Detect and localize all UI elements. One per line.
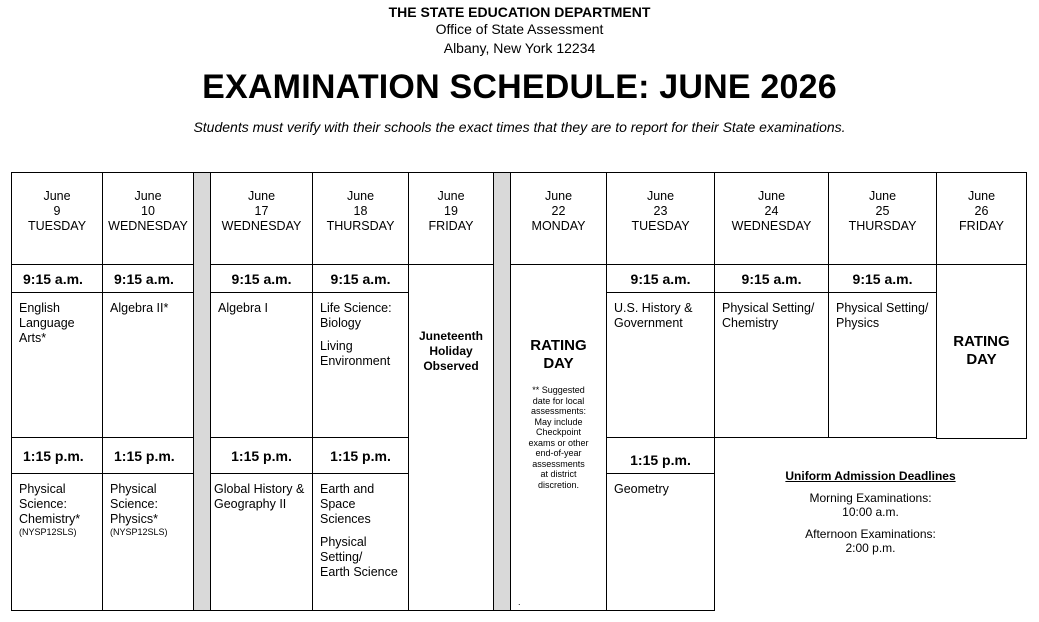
day-date: 17 bbox=[254, 204, 269, 218]
office-name: Office of State Assessment bbox=[435, 21, 604, 37]
morning-time-label: 9:15 a.m. bbox=[606, 264, 715, 293]
separator-column bbox=[493, 172, 511, 611]
stray-dot: . bbox=[518, 597, 521, 607]
exam-name: Earth and Space Sciences bbox=[320, 482, 375, 526]
morning-time-label: 9:15 a.m. bbox=[714, 264, 829, 293]
juneteenth-holiday-cell bbox=[408, 264, 494, 611]
day-weekday: THURSDAY bbox=[848, 219, 917, 233]
afternoon-exam-june-18 bbox=[312, 473, 409, 611]
day-date: 23 bbox=[653, 204, 668, 218]
verification-note: Students must verify with their schools the exact times that they are to report for their State examinations. bbox=[193, 119, 846, 135]
day-date: 19 bbox=[444, 204, 458, 218]
day-date: 9 bbox=[53, 204, 61, 218]
afternoon-exam-time: 2:00 p.m. bbox=[845, 541, 896, 555]
rating-day-cell-june-26 bbox=[936, 264, 1027, 439]
day-header-june-9 bbox=[11, 172, 103, 265]
day-weekday: WEDNESDAY bbox=[108, 219, 188, 233]
day-month: June bbox=[544, 189, 573, 203]
afternoon-exam-label: Afternoon Examinations: bbox=[805, 527, 936, 541]
exam-name: Algebra II* bbox=[110, 301, 169, 315]
local-assessment-note: ** Suggested date for local assessments: May include Checkpoint exams or other end-of-year assessments at district discretion. bbox=[528, 385, 589, 490]
morning-exam-june-17 bbox=[210, 292, 313, 438]
exam-name: Physical Science: Physics* bbox=[110, 482, 158, 526]
day-month: June bbox=[437, 189, 465, 203]
page-title: EXAMINATION SCHEDULE: JUNE 2026 bbox=[202, 68, 837, 106]
day-weekday: TUESDAY bbox=[27, 219, 87, 233]
day-weekday: THURSDAY bbox=[326, 219, 395, 233]
day-month: June bbox=[868, 189, 897, 203]
day-header-june-18 bbox=[312, 172, 409, 265]
afternoon-exam-june-17 bbox=[210, 473, 313, 611]
day-date: 18 bbox=[353, 204, 368, 218]
morning-time-label: 9:15 a.m. bbox=[312, 264, 409, 293]
day-weekday: FRIDAY bbox=[428, 219, 474, 233]
exam-name: Life Science: Biology bbox=[320, 301, 392, 330]
exam-name: Geometry bbox=[614, 482, 669, 496]
separator-column bbox=[193, 172, 211, 611]
morning-exam-june-23 bbox=[606, 292, 715, 438]
day-header-june-19 bbox=[408, 172, 494, 265]
day-header-june-10 bbox=[102, 172, 194, 265]
morning-time-label: 9:15 a.m. bbox=[828, 264, 937, 293]
morning-exam-time: 10:00 a.m. bbox=[842, 505, 899, 519]
exam-name: Physical Setting/ Chemistry bbox=[722, 301, 815, 330]
morning-time-label: 9:15 a.m. bbox=[102, 264, 194, 293]
department-name: THE STATE EDUCATION DEPARTMENT bbox=[388, 4, 651, 20]
day-header-june-23 bbox=[606, 172, 715, 265]
day-weekday: WEDNESDAY bbox=[221, 219, 302, 233]
morning-time-label: 9:15 a.m. bbox=[11, 264, 103, 293]
afternoon-time-label: 1:15 p.m. bbox=[210, 437, 313, 474]
rating-day-label: RATING DAY bbox=[530, 337, 587, 372]
exam-name: Global History & Geography II bbox=[214, 482, 305, 511]
day-header-june-17 bbox=[210, 172, 313, 265]
day-month: June bbox=[346, 189, 375, 203]
afternoon-time-label: 1:15 p.m. bbox=[11, 437, 103, 474]
morning-exam-june-10 bbox=[102, 292, 194, 438]
holiday-label: Juneteenth Holiday Observed bbox=[418, 329, 483, 373]
morning-exam-june-9 bbox=[11, 292, 103, 438]
exam-code: (NYSP12SLS) bbox=[110, 527, 168, 537]
day-date: 24 bbox=[764, 204, 779, 218]
day-weekday: MONDAY bbox=[531, 219, 586, 233]
exam-name: Algebra I bbox=[218, 301, 269, 315]
day-month: June bbox=[43, 189, 71, 203]
uad-title: Uniform Admission Deadlines bbox=[785, 469, 956, 483]
day-month: June bbox=[134, 189, 162, 203]
afternoon-time-label: 1:15 p.m. bbox=[102, 437, 194, 474]
day-date: 25 bbox=[875, 204, 890, 218]
exam-name: U.S. History & Government bbox=[614, 301, 693, 330]
day-date: 10 bbox=[141, 204, 155, 218]
day-month: June bbox=[247, 189, 276, 203]
day-month: June bbox=[967, 189, 996, 203]
day-date: 26 bbox=[974, 204, 989, 218]
exam-name: Physical Science: Chemistry* bbox=[19, 482, 81, 526]
morning-exam-label: Morning Examinations: bbox=[809, 491, 932, 505]
day-header-june-25 bbox=[828, 172, 937, 265]
exam-name: Living Environment bbox=[320, 339, 391, 368]
day-weekday: WEDNESDAY bbox=[731, 219, 812, 233]
exam-name: English Language Arts* bbox=[19, 301, 75, 345]
afternoon-exam-june-10 bbox=[102, 473, 194, 611]
rating-day-cell-june-22 bbox=[510, 264, 607, 611]
office-address: Albany, New York 12234 bbox=[443, 40, 596, 56]
day-month: June bbox=[757, 189, 786, 203]
day-weekday: TUESDAY bbox=[631, 219, 690, 233]
exam-name: Physical Setting/ Earth Science bbox=[320, 535, 398, 579]
day-month: June bbox=[646, 189, 675, 203]
day-weekday: FRIDAY bbox=[959, 219, 1004, 233]
afternoon-exam-june-23 bbox=[606, 473, 715, 611]
morning-exam-june-24 bbox=[714, 292, 829, 438]
day-header-june-22 bbox=[510, 172, 607, 265]
exam-name: Physical Setting/ Physics bbox=[836, 301, 929, 330]
rating-day-label: RATING DAY bbox=[953, 333, 1010, 368]
exam-code: (NYSP12SLS) bbox=[19, 527, 77, 537]
day-header-june-24 bbox=[714, 172, 829, 265]
day-date: 22 bbox=[551, 204, 566, 218]
uniform-admission-deadlines bbox=[716, 469, 1025, 555]
day-header-june-26 bbox=[936, 172, 1027, 265]
afternoon-exam-june-9 bbox=[11, 473, 103, 611]
morning-exam-june-25 bbox=[828, 292, 937, 438]
morning-exam-june-18 bbox=[312, 292, 409, 438]
morning-time-label: 9:15 a.m. bbox=[210, 264, 313, 293]
afternoon-time-label: 1:15 p.m. bbox=[312, 437, 409, 474]
afternoon-time-label: 1:15 p.m. bbox=[606, 437, 715, 474]
